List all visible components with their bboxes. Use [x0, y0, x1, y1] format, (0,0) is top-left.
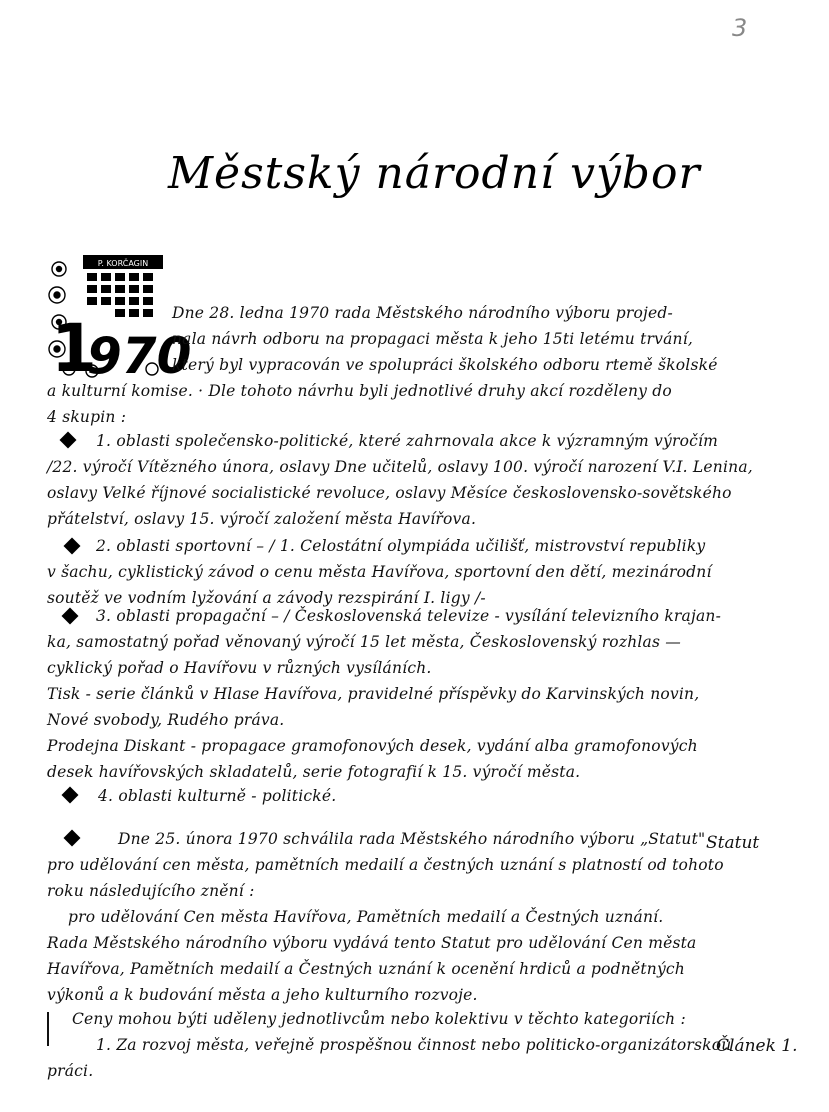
text-line: Nové svobody, Rudého práva. [47, 711, 285, 729]
text-line: Dne 25. února 1970 schválila rada Městského národního výboru „Statut" [118, 830, 706, 848]
text-line: nala návrh odboru na propagaci města k jeho 15ti letému trvání, [172, 330, 694, 348]
text-line: cyklický pořad o Havířovu v různých vysíláních. [47, 659, 432, 677]
logo-caption: P. KORČAGIN [97, 259, 149, 268]
bullet-diamond [60, 432, 77, 449]
text-line: /22. výročí Vítězného února, oslavy Dne učitelů, oslavy 100. výročí narození V.I. Lenina, [47, 458, 753, 476]
page-title: Městský národní výbor [168, 148, 701, 199]
text-line: pro udělování cen města, pamětních medailí a čestných uznání s platností od tohoto [47, 856, 724, 874]
text-line: oslavy Velké říjnové socialistické revoluce, oslavy Měsíce československo-sovětského [47, 484, 732, 502]
margin-note-statut: Statut [706, 833, 760, 853]
text-line: pro udělování Cen města Havířova, Pamětních medailí a Čestných uznání. [68, 908, 664, 926]
text-line: roku následujícího znění : [47, 882, 255, 900]
text-line: 1. oblasti společensko-politické, které zahrnovala akce k výzramným výročím [96, 432, 719, 450]
text-line: Havířova, Pamětních medailí a Čestných uznání k ocenění hrdiců a podnětných [47, 960, 685, 978]
text-line: 2. oblasti sportovní – / 1. Celostátní olympiáda učilišť, mistrovství republiky [96, 537, 706, 555]
text-line: Rada Městského národního výboru vydává tento Statut pro udělování Cen města [47, 934, 697, 952]
bullet-diamond [64, 830, 81, 847]
text-line: a kulturní komise. · Dle tohoto návrhu byli jednotlivé druhy akcí rozděleny do [47, 382, 672, 400]
bullet-diamond [62, 608, 79, 625]
logo-year-one: 1 [51, 310, 97, 387]
text-line: v šachu, cyklistický závod o cenu města Havířova, sportovní den dětí, mezinárodní [47, 563, 712, 581]
text-line: práci. [47, 1062, 94, 1080]
margin-note-clanek: Článek 1. [716, 1036, 798, 1056]
text-line: Dne 28. ledna 1970 rada Městského národního výboru projed- [172, 304, 673, 322]
text-line: 3. oblasti propagační – / Československá televize - vysílání televizního krajan- [96, 607, 722, 625]
bullet-diamond [64, 538, 81, 555]
text-line: výkonů a k budování města a jeho kulturního rozvoje. [47, 986, 478, 1004]
bullet-diamond [62, 787, 79, 804]
text-line: 4 skupin : [47, 408, 127, 426]
text-line: desek havířovských skladatelů, serie fotografií k 15. výročí města. [47, 763, 581, 781]
text-line: ka, samostatný pořad věnovaný výročí 15 let města, Československý rozhlas — [47, 633, 681, 651]
margin-bar [47, 1012, 49, 1046]
text-line: Prodejna Diskant - propagace gramofonových desek, vydání alba gramofonových [47, 737, 698, 755]
text-line: 4. oblasti kulturně - politické. [98, 787, 337, 805]
text-line: Ceny mohou býti uděleny jednotlivcům nebo kolektivu v těchto kategoriích : [72, 1010, 686, 1028]
text-line: přátelství, oslavy 15. výročí založení města Havířova. [47, 510, 477, 528]
text-line: 1. Za rozvoj města, veřejně prospěšnou činnost nebo politicko-organizátorskou [96, 1036, 732, 1054]
text-line: který byl vypracován ve spolupráci školského odboru rtemě školské [172, 356, 718, 374]
text-line: Tisk - serie článků v Hlase Havířova, pravidelné příspěvky do Karvinských novin, [47, 685, 700, 703]
logo-year-rest: 970 [87, 327, 192, 385]
page-number: 3 [732, 14, 748, 42]
text-line: soutěž ve vodním lyžování a závody rezspirání I. ligy /- [47, 589, 486, 607]
anniversary-logo [47, 247, 192, 387]
